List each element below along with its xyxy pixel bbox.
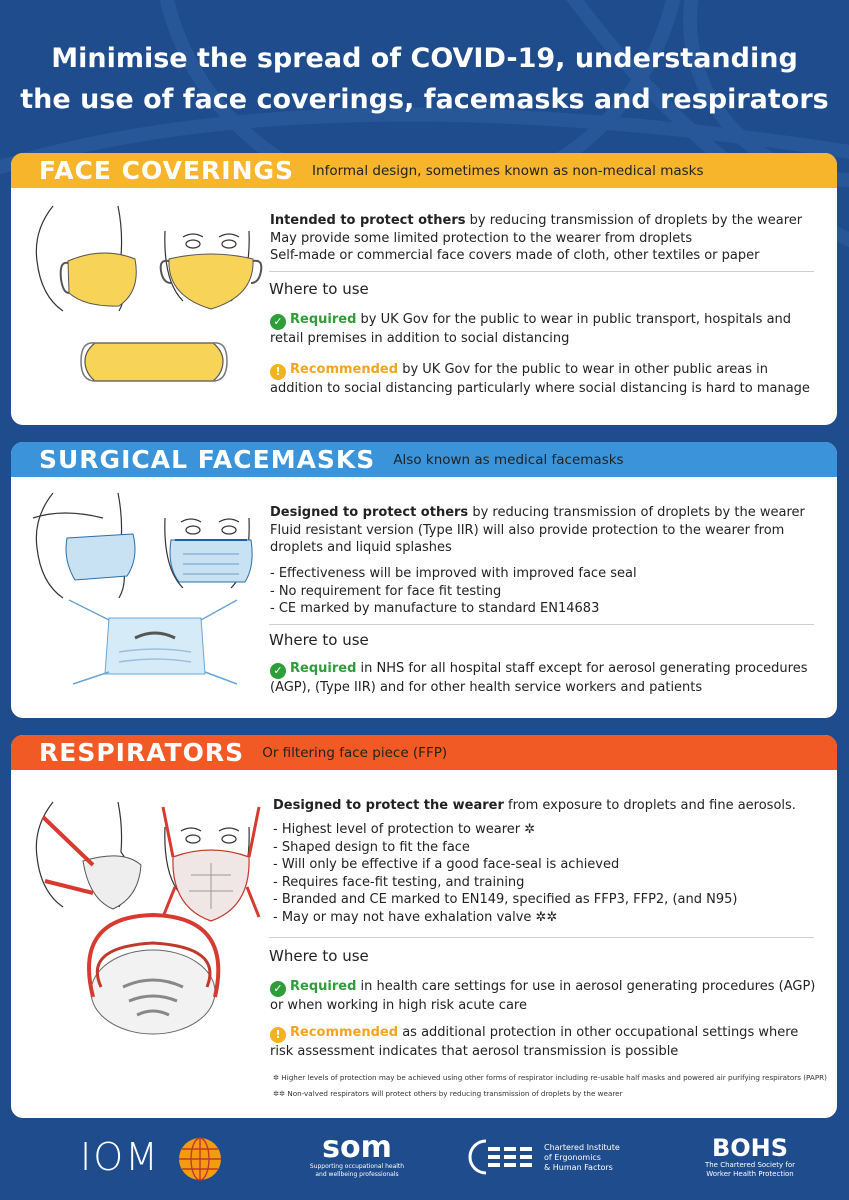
respirator-bullet: - Shaped design to fit the face <box>273 839 470 855</box>
respirators-intro <box>273 797 823 815</box>
respirators-bullets <box>273 821 823 926</box>
respirators-where-to-use: Where to use <box>269 947 369 965</box>
recommended-label: Recommended <box>290 362 399 377</box>
respirator-bullet: - Highest level of protection to wearer ✲ <box>273 822 536 837</box>
title-line-1: Minimise the spread of COVID-19, understanding <box>51 43 798 74</box>
respirators-intro-bold: Designed to protect the wearer <box>273 798 504 813</box>
surgical-bullets <box>270 565 815 618</box>
respirators-subheading: Or filtering face piece (FFP) <box>262 744 448 761</box>
face-coverings-heading: FACE COVERINGS <box>39 156 295 185</box>
surgical-intro-bold: Designed to protect others <box>270 505 469 520</box>
face-coverings-recommended <box>270 361 825 398</box>
exclamation-circle-icon: ! <box>270 364 286 380</box>
title-line-2: the use of face coverings, facemasks and respirators <box>20 84 829 115</box>
face-coverings-card <box>11 153 837 425</box>
footnote-1: ✲ Higher levels of protection may be achieved using other forms of respirator including re-usable half masks and powered air purifying respirators (PAPR) <box>273 1073 827 1082</box>
required-label: Required <box>290 661 357 676</box>
respirators-description <box>273 797 823 815</box>
face-coverings-intro <box>270 212 825 230</box>
respirators-required <box>270 978 825 1015</box>
check-circle-icon: ✓ <box>270 314 286 330</box>
surgical-heading: SURGICAL FACEMASKS <box>39 445 376 474</box>
ciehf-logo-text <box>544 1143 620 1173</box>
face-coverings-where-to-use: Where to use <box>269 280 369 298</box>
face-coverings-line-3: Self-made or commercial face covers made of cloth, other textiles or paper <box>270 248 760 263</box>
surgical-where-to-use: Where to use <box>269 631 369 649</box>
som-logo <box>302 1130 412 1179</box>
respirator-bullet: - Will only be effective if a good face-seal is achieved <box>273 857 620 872</box>
page-title <box>20 38 829 120</box>
bohs-logo <box>700 1135 800 1179</box>
exclamation-circle-icon: ! <box>270 1027 286 1043</box>
surgical-facemasks-card <box>11 442 837 718</box>
divider <box>269 271 814 272</box>
divider <box>269 937 814 938</box>
respirator-bullet: - May or may not have exhalation valve ✲✲ <box>273 909 558 925</box>
bohs-logo-text: BOHS <box>711 1134 789 1162</box>
required-text: in NHS for all hospital staff except for aerosol generating procedures (AGP), (Type IIR) and for other health service workers and patients <box>270 661 808 695</box>
respirators-recommended <box>270 1024 825 1061</box>
recommended-label: Recommended <box>290 1025 399 1040</box>
divider <box>269 624 814 625</box>
required-label: Required <box>290 312 357 327</box>
surgical-header <box>11 442 837 477</box>
face-coverings-required <box>270 311 825 348</box>
surgical-bullet: - CE marked by manufacture to standard EN14683 <box>270 601 600 616</box>
som-tagline-1: Supporting occupational health <box>309 1163 405 1170</box>
bohs-tagline-2: Worker Health Protection <box>706 1170 794 1178</box>
respirators-card <box>11 735 837 1118</box>
som-logo-text: som <box>322 1130 392 1165</box>
surgical-bullet: - Effectiveness will be improved with improved face seal <box>270 566 637 581</box>
iom-logo-text: IOM <box>80 1135 160 1179</box>
check-circle-icon: ✓ <box>270 981 286 997</box>
respirator-bullet: - Branded and CE marked to EN149, specified as FFP3, FFP2, (and N95) <box>273 892 738 907</box>
ciehf-emblem-icon <box>466 1137 538 1177</box>
face-covering-illustration <box>23 201 263 401</box>
face-coverings-subheading: Informal design, sometimes known as non-medical masks <box>312 162 704 179</box>
partner-logos <box>0 1125 849 1200</box>
som-tagline-2: and wellbeing professionals <box>315 1171 399 1178</box>
ciehf-line-3: & Human Factors <box>544 1163 613 1172</box>
respirators-heading: RESPIRATORS <box>39 738 245 767</box>
face-coverings-header <box>11 153 837 188</box>
check-circle-icon: ✓ <box>270 663 286 679</box>
face-coverings-intro-rest: by reducing transmission of droplets by the wearer <box>465 213 803 228</box>
respirator-illustration <box>23 797 263 1037</box>
surgical-bullet: - No requirement for face fit testing <box>270 583 502 599</box>
iom-logo <box>80 1135 160 1179</box>
face-coverings-line-2: May provide some limited protection to the wearer from droplets <box>270 230 693 246</box>
face-coverings-intro-bold: Intended to protect others <box>270 213 466 228</box>
surgical-description <box>270 504 815 557</box>
surgical-subheading: Also known as medical facemasks <box>393 451 624 468</box>
required-label: Required <box>290 979 357 994</box>
surgical-intro <box>270 504 815 522</box>
surgical-intro-rest: by reducing transmission of droplets by the wearer <box>468 505 805 520</box>
recommended-text: by UK Gov for the public to wear in other public areas in addition to social distancing particularly where social distancing is hard to manage <box>270 362 810 396</box>
surgical-required <box>270 660 825 697</box>
respirator-bullet: - Requires face-fit testing, and training <box>273 874 525 890</box>
required-text: in health care settings for use in aerosol generating procedures (AGP) or when working in high risk acute care <box>270 979 816 1013</box>
face-coverings-description <box>270 212 825 265</box>
footnote-2: ✲✲ Non-valved respirators will protect others by reducing transmission of droplets by the wearer <box>273 1089 623 1098</box>
ciehf-line-1: Chartered Institute <box>544 1143 620 1152</box>
ciehf-line-2: of Ergonomics <box>544 1153 601 1162</box>
surgical-mask-illustration <box>23 488 263 688</box>
globe-icon <box>176 1135 224 1183</box>
respirators-header <box>11 735 837 770</box>
bohs-tagline-1: The Chartered Society for <box>704 1161 796 1169</box>
required-text: by UK Gov for the public to wear in public transport, hospitals and retail premises in addition to social distancing <box>270 312 792 346</box>
recommended-text: as additional protection in other occupational settings where risk assessment indicates that aerosol transmission is possible <box>270 1025 799 1059</box>
respirators-intro-rest: from exposure to droplets and fine aerosols. <box>503 798 796 813</box>
surgical-line-2: Fluid resistant version (Type IIR) will also provide protection to the wearer from droplets and liquid splashes <box>270 522 785 555</box>
